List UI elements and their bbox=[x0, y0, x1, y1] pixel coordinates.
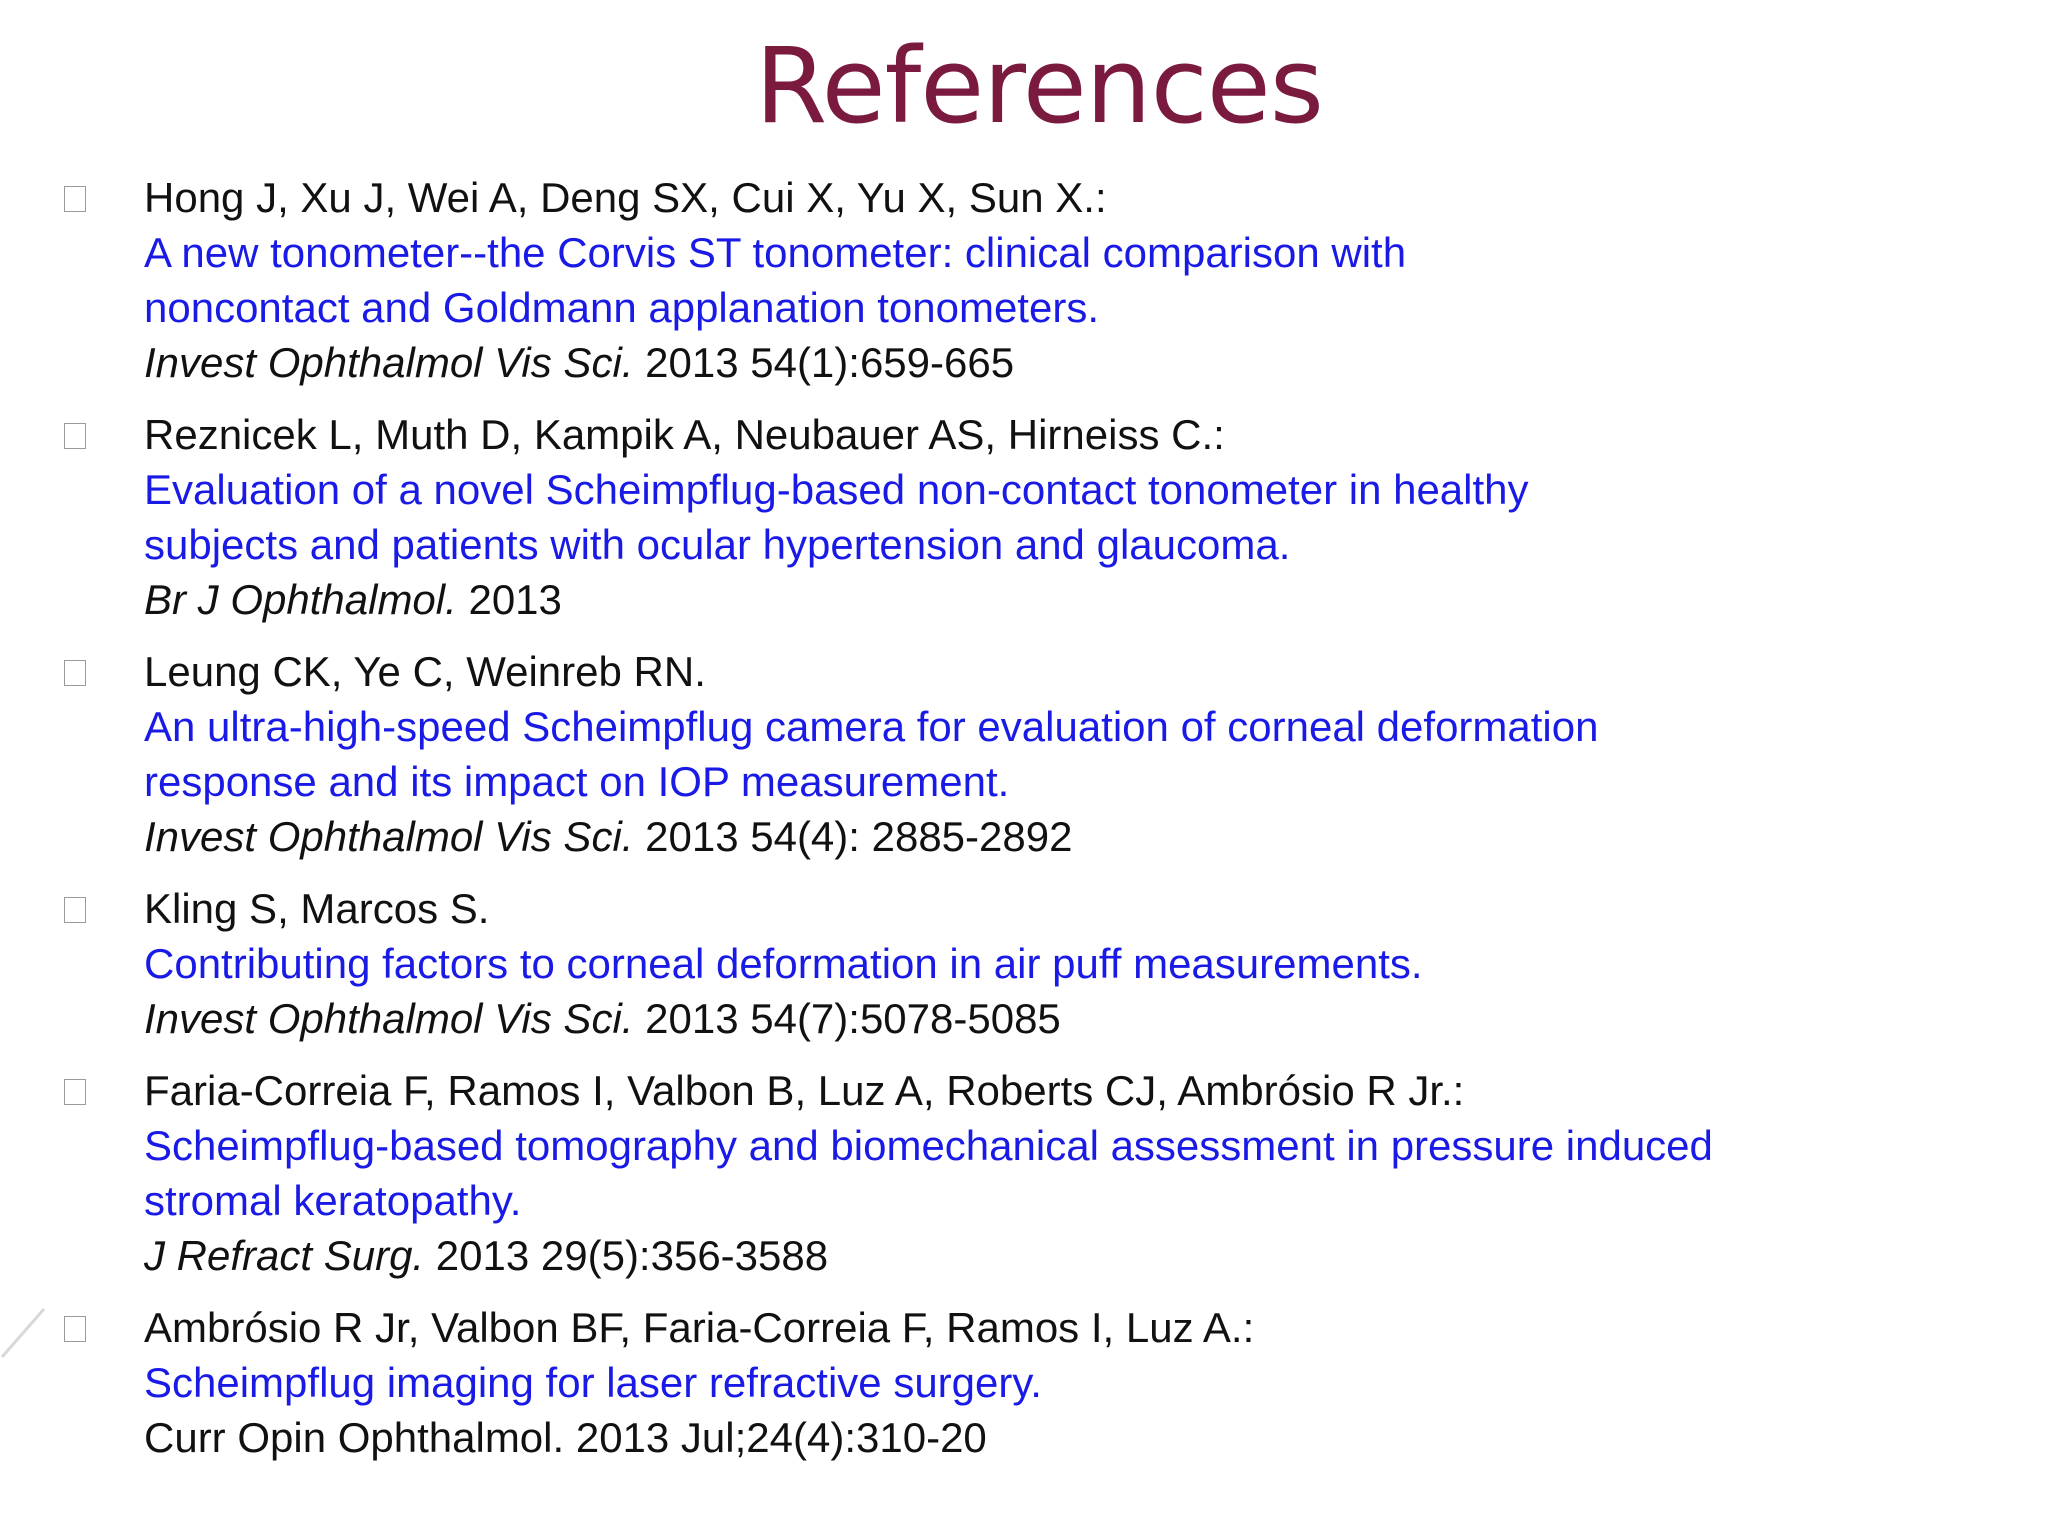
reference-citation bbox=[144, 991, 1423, 1046]
reference-title-link[interactable]: subjects and patients with ocular hypertension and glaucoma. bbox=[144, 521, 1291, 568]
slide-title: References bbox=[755, 25, 1323, 147]
reference-citation bbox=[144, 1228, 1713, 1283]
reference-journal: J Refract Surg. bbox=[144, 1232, 425, 1279]
reference-title-link[interactable]: Scheimpflug imaging for laser refractive surgery. bbox=[144, 1359, 1042, 1406]
reference-details: 2013 54(7):5078-5085 bbox=[633, 995, 1061, 1042]
reference-title-link[interactable]: An ultra-high-speed Scheimpflug camera for evaluation of corneal deformation bbox=[144, 703, 1599, 750]
reference-journal: Invest Ophthalmol Vis Sci. bbox=[144, 339, 634, 386]
reference-title-link[interactable]: stromal keratopathy. bbox=[144, 1177, 522, 1224]
reference-title-link[interactable]: Evaluation of a novel Scheimpflug-based non-contact tonometer in healthy bbox=[144, 466, 1529, 513]
reference-details: 2013 29(5):356-3588 bbox=[424, 1232, 829, 1279]
bullet-square-icon bbox=[64, 1079, 86, 1105]
reference-title-link[interactable]: response and its impact on IOP measurement. bbox=[144, 758, 1010, 805]
reference-authors: Kling S, Marcos S. bbox=[144, 885, 490, 932]
reference-authors: Faria-Correia F, Ramos I, Valbon B, Luz A, Roberts CJ, Ambrósio R Jr.: bbox=[144, 1067, 1465, 1114]
reference-journal: Invest Ophthalmol Vis Sci. bbox=[144, 995, 634, 1042]
reference-title-link[interactable]: A new tonometer--the Corvis ST tonometer: clinical comparison with bbox=[144, 229, 1407, 276]
reference-details: 2013 54(4): 2885-2892 bbox=[633, 813, 1073, 860]
reference-title-link[interactable]: noncontact and Goldmann applanation tonometers. bbox=[144, 284, 1099, 331]
reference-citation bbox=[144, 335, 1406, 390]
corner-decoration-icon bbox=[0, 1305, 48, 1361]
reference-authors: Ambrósio R Jr, Valbon BF, Faria-Correia F, Ramos I, Luz A.: bbox=[144, 1304, 1255, 1351]
bullet-square-icon bbox=[64, 660, 86, 686]
reference-authors: Reznicek L, Muth D, Kampik A, Neubauer AS, Hirneiss C.: bbox=[144, 411, 1225, 458]
reference-journal: Br J Ophthalmol. bbox=[144, 576, 457, 623]
reference-citation bbox=[144, 572, 1529, 627]
reference-details: Curr Opin Ophthalmol. 2013 Jul;24(4):310-20 bbox=[144, 1414, 987, 1461]
reference-title-link[interactable]: Scheimpflug-based tomography and biomechanical assessment in pressure induced bbox=[144, 1122, 1713, 1169]
reference-details: 2013 bbox=[456, 576, 562, 623]
bullet-square-icon bbox=[64, 897, 86, 923]
reference-authors: Leung CK, Ye C, Weinreb RN. bbox=[144, 648, 706, 695]
bullet-square-icon bbox=[64, 186, 86, 212]
bullet-square-icon bbox=[64, 423, 86, 449]
reference-details: 2013 54(1):659-665 bbox=[633, 339, 1015, 386]
reference-title-link[interactable]: Contributing factors to corneal deformation in air puff measurements. bbox=[144, 940, 1423, 987]
bullet-square-icon bbox=[64, 1316, 86, 1342]
reference-authors: Hong J, Xu J, Wei A, Deng SX, Cui X, Yu X, Sun X.: bbox=[144, 174, 1107, 221]
reference-journal: Invest Ophthalmol Vis Sci. bbox=[144, 813, 634, 860]
reference-citation bbox=[144, 809, 1598, 864]
reference-citation bbox=[144, 1410, 1254, 1465]
